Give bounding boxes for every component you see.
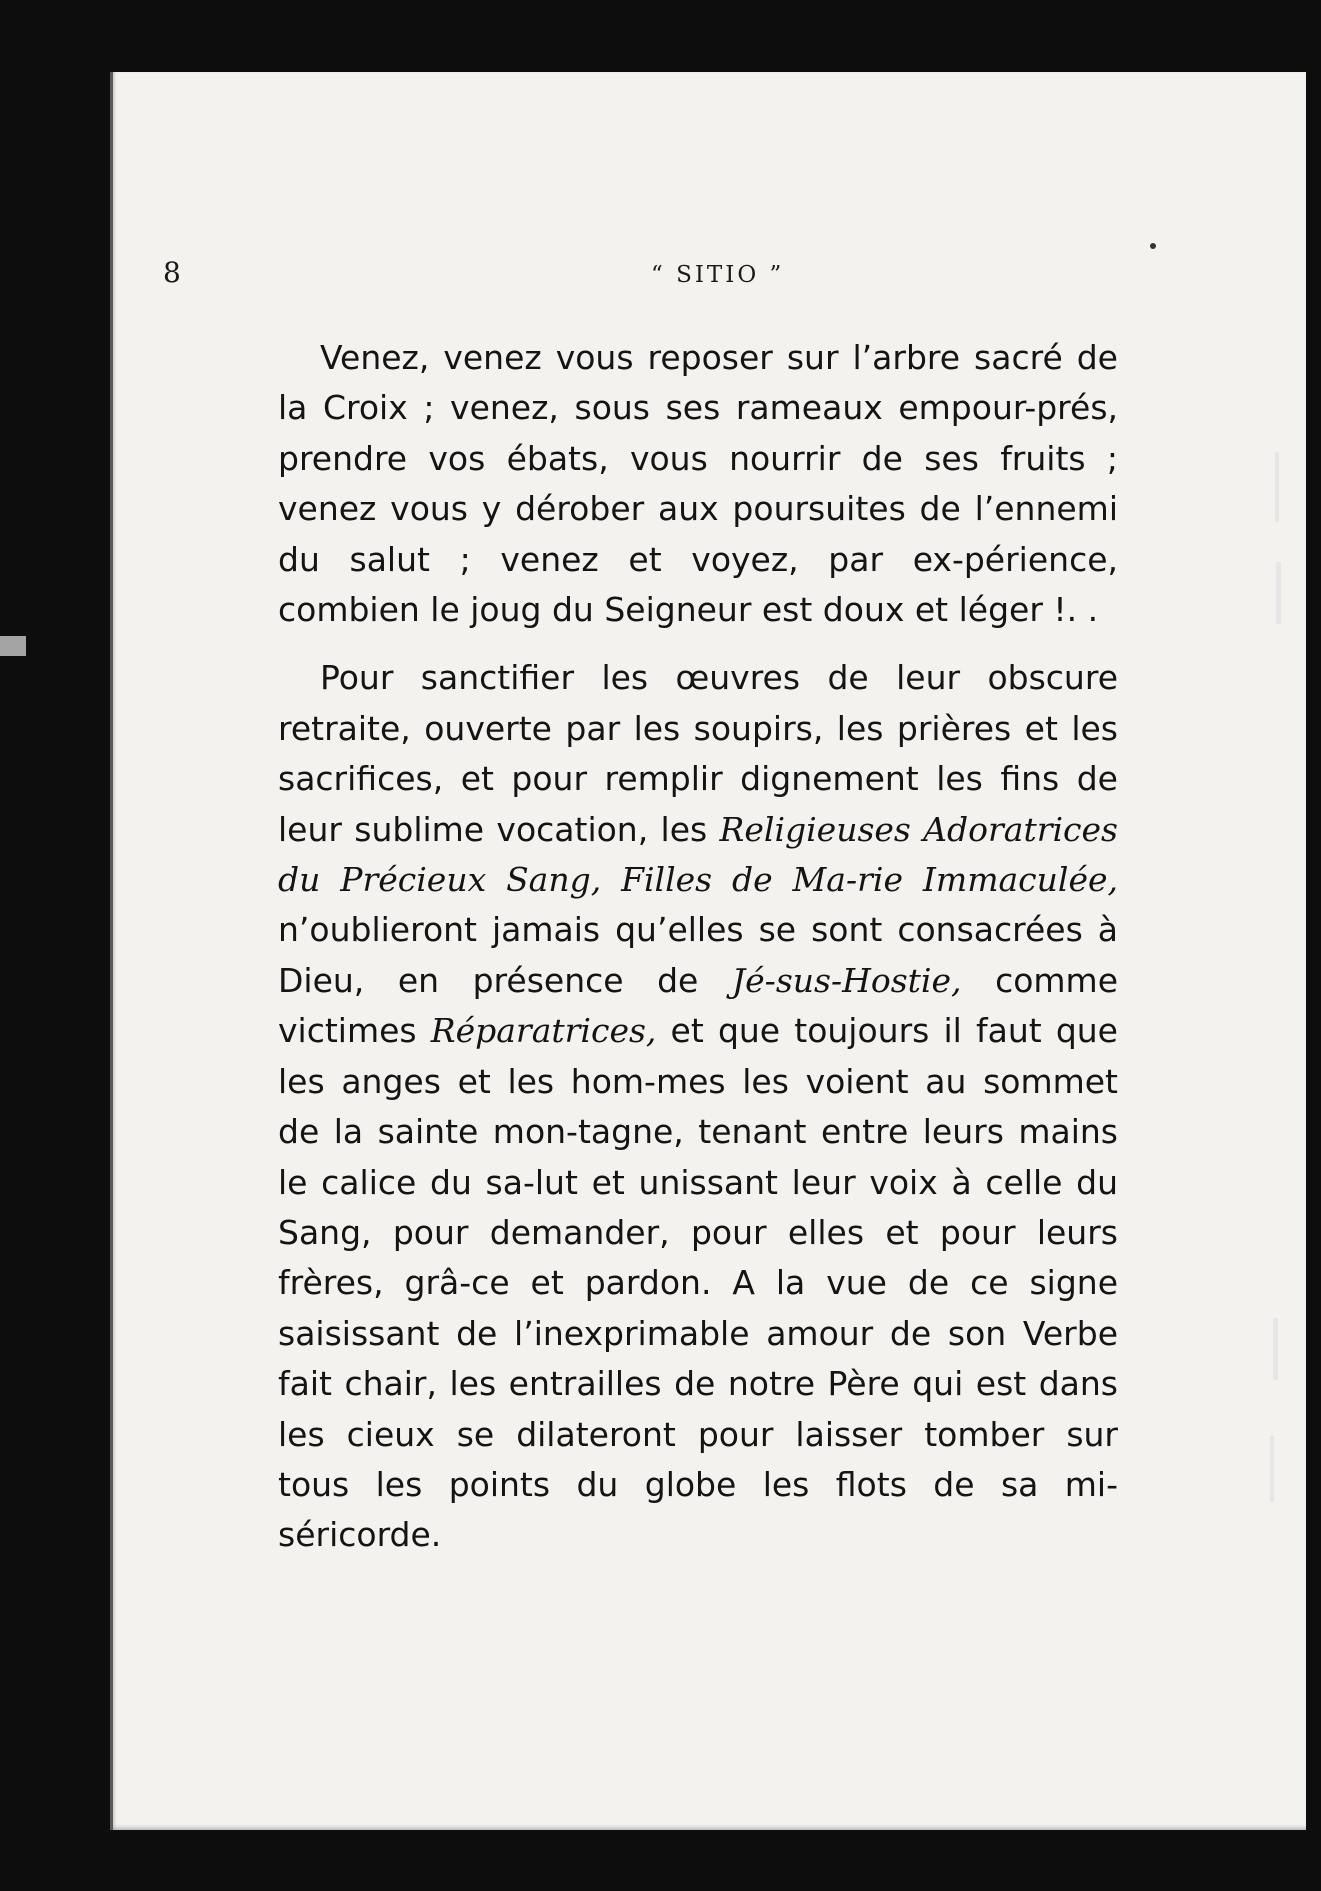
running-title: “ SITIO ” <box>651 262 785 288</box>
scan-artefact <box>1273 1318 1278 1380</box>
paragraph-2-italic: Jé-sus-Hostie, <box>731 960 962 1000</box>
paragraph-2-italic: Réparatrices, <box>430 1011 657 1051</box>
paragraph-2-text: Pour sanctifier les œuvres de leur obscure retraite, ouverte par les soupirs, les prières et les sacrifices, et pour remplir dignement les fins de leur sublime vocation, les <box>278 658 1118 849</box>
page-number: 8 <box>163 256 181 289</box>
body-text <box>278 333 1118 1561</box>
paragraph-2 <box>278 653 1118 1560</box>
scan-artefact <box>1276 562 1281 624</box>
paragraph-1: Venez, venez vous reposer sur l’arbre sacré de la Croix ; venez, sous ses rameaux empour-prés, prendre vos ébats, vous nourrir de ses fruits ; venez vous y dérober aux poursuites de l’ennemi du salut ; venez et voyez, par ex-périence, combien le joug du Seigneur est doux et léger !. . <box>278 338 1118 630</box>
page-gutter <box>110 72 113 1830</box>
page-speck <box>1150 243 1156 249</box>
scan-artefact <box>1275 452 1279 522</box>
paragraph-2-text: n’oublieront jamais qu’elles se sont consacrées à Dieu, en présence de <box>278 910 1118 1000</box>
paragraph-2-text: comme victimes <box>278 960 1118 1051</box>
running-head <box>163 256 1123 296</box>
scan-artefact <box>0 636 26 656</box>
paragraph-2-text: et que toujours il faut que les anges et les hom-mes les voient au sommet de la sainte mon-tagne, tenant entre leurs mains le calice du sa-lut et unissant leur voix à celle du Sang, pour demander, pour elles et pour leurs frères, grâ-ce et pardon. A la vue de ce signe saisissant de l’inexprimable amour de son Verbe fait chair, les entrailles de notre Père qui est dans les cieux se dilateront pour laisser tomber sur tous les points du globe les flots de sa mi-séricorde. <box>278 1011 1118 1555</box>
scan-artefact <box>1270 1436 1274 1502</box>
paragraph-2-italic: Religieuses Adoratrices du Précieux Sang, Filles de Ma-rie Immaculée, <box>278 809 1118 900</box>
